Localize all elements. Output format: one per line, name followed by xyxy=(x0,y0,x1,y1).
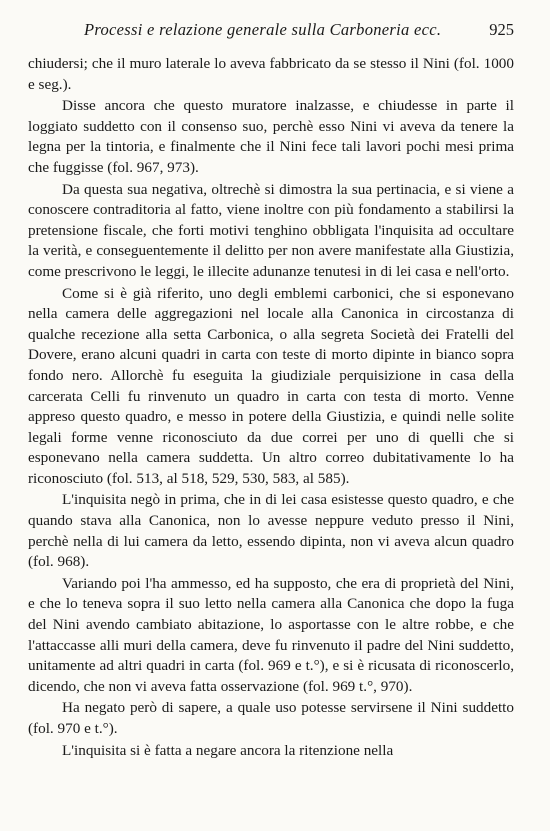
paragraph: Come si è già riferito, uno degli emblemi carbonici, che si esponevano nella camera delle aggregazioni nel locale alla Canonica in circostanza di qualche recezione alla setta Carbonica, o alla segreta Società dei Fratelli del Dovere, erano alcuni quadri in carta con teste di morto dipinte in bianco sopra fondo nero. Allorchè fu eseguita la giudiziale perquisizione in casa della carcerata Celli fu rinvenuto un quadro in carta con testa di morto. Venne appreso questo quadro, e messo in potere della Giustizia, e quindi nelle solite legali forme venne riconosciuto da due correi per uno di quelli che si esponevano nella camera suddetta. Un altro correo dubitativamente lo ha riconosciuto (fol. 513, al 518, 529, 530, 583, al 585). xyxy=(28,284,514,487)
paragraph: L'inquisita si è fatta a negare ancora la ritenzione nella xyxy=(62,741,394,759)
body-text xyxy=(28,54,514,761)
paragraph: chiudersi; che il muro laterale lo aveva fabbricato da se stesso il Nini (fol. 1000 e seg.). xyxy=(28,55,514,93)
paragraph: Ha negato però di sapere, a quale uso potesse servirsene il Nini suddetto (fol. 970 e t.°). xyxy=(28,699,514,737)
paragraph: Disse ancora che questo muratore inalzasse, e chiudesse in parte il loggiato suddetto con il consenso suo, perchè esso Nini vi aveva da tenere la legna per la tintoria, e finalmente che il Nini fece tali lavori pochi mesi prima che fuggisse (fol. 967, 973). xyxy=(28,97,514,176)
paragraph: L'inquisita negò in prima, che in di lei casa esistesse questo quadro, e che quando stava alla Canonica, non lo avesse neppure veduto presso il Nini, perchè nella di lui camera da letto, essendo dipinta, non vi aveva alcun quadro (fol. 968). xyxy=(28,491,514,571)
paragraph: Da questa sua negativa, oltrechè si dimostra la sua pertinacia, e si viene a conoscere contraditoria al fatto, viene inoltre con più fondamento a stabilirsi la pretensione fiscale, che forti motivi tenghino obbligata l'inquisita ad occultare la verità, e conseguentemente il delitto per non avere manifestate alla Giustizia, come prescrivono le leggi, le illecite adunanze tenutesi in di lei casa e nell'orto. xyxy=(28,180,514,280)
paragraph: Variando poi l'ha ammesso, ed ha supposto, che era di proprietà del Nini, e che lo teneva sopra il suo letto nella camera alla Canonica che dopo la fuga del Nini avendo cambiato abitazione, lo asportasse con le altre robbe, e che l'attaccasse alli muri della camera, deve fu rinvenuto il padre del Nini suddetto, unitamente ad altri quadri in carta (fol. 969 e t.°), e si è ricusata di riconoscerlo, dicendo, che non vi aveva fatta osservazione (fol. 969 t.°, 970). xyxy=(28,574,514,695)
running-header xyxy=(28,20,514,46)
page-number: 925 xyxy=(489,20,514,39)
running-title: Processi e relazione generale sulla Carboneria ecc. xyxy=(84,20,442,39)
